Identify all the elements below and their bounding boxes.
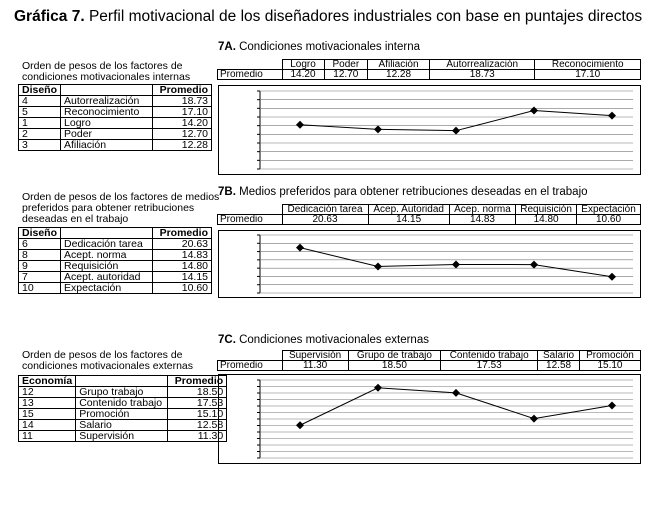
table-row: 2 Poder 12.70: [19, 129, 212, 140]
table-row: 14 Salario 12.58: [19, 420, 227, 431]
table-row: Promedio 14.20 12.70 12.28 18.73 17.10: [218, 70, 641, 80]
data-point: [452, 260, 460, 268]
column-header: Poder: [324, 60, 368, 70]
chart-7c: [218, 374, 641, 464]
section-a-rank-table: [18, 84, 212, 151]
table-header-row: [19, 85, 212, 96]
title-text: Perfil motivacional de los diseñadores industriales con base en puntajes directos: [88, 8, 643, 25]
column-header: [61, 228, 153, 239]
table-row: 7 Acept. autoridad 14.15: [19, 272, 212, 283]
section-c-heading: 7C. Condiciones motivacionales externas: [218, 334, 429, 346]
page-title: [14, 8, 642, 26]
table-row: 3 Afiliación 12.28: [19, 140, 212, 151]
section-b-heading: 7B. Medios preferidos para obtener retribuciones deseadas en el trabajo: [218, 186, 588, 198]
table-row: 13 Contenido trabajo 17.53: [19, 398, 227, 409]
section-a-description: Orden de pesos de los factores de condiciones motivacionales internas: [22, 60, 191, 83]
title-prefix: Gráfica 7.: [14, 8, 85, 25]
data-point: [452, 389, 460, 397]
data-point: [374, 384, 382, 392]
data-point: [374, 125, 382, 133]
column-header: Requisición: [516, 205, 577, 215]
column-header: Autorrealización: [430, 60, 535, 70]
table-row: 4 Autorrealización 18.73: [19, 96, 212, 107]
table-row: Promedio 11.30 18.50 17.53 12.58 15.10: [218, 361, 641, 371]
column-header: Promedio: [153, 228, 212, 239]
table-row: 8 Acept. norma 14.83: [19, 250, 212, 261]
chart-7a: [218, 85, 641, 175]
table-row: Promedio 20.63 14.15 14.83 14.80 10.60: [218, 215, 641, 225]
table-header-row: [19, 376, 227, 387]
data-point: [296, 121, 304, 129]
table-row: 15 Promoción 15.10: [19, 409, 227, 420]
table-row: 12 Grupo trabajo 18.50: [19, 387, 227, 398]
data-point: [530, 261, 538, 269]
column-header: [76, 376, 168, 387]
column-header: Grupo de trabajo: [348, 351, 441, 361]
column-header: Contenido trabajo: [441, 351, 538, 361]
table-header-row: [19, 228, 212, 239]
column-header: Afiliación: [368, 60, 430, 70]
column-header: Acep. Autoridad: [368, 205, 449, 215]
column-header: Supervisión: [282, 351, 348, 361]
data-point: [608, 273, 616, 281]
table-row: 9 Requisición 14.80: [19, 261, 212, 272]
section-b-description: Orden de pesos de los factores de medios preferidos para obtener retribuciones deseadas en el trabajo: [22, 191, 220, 225]
section-c-rank-table: [18, 375, 227, 442]
table-header-row: [218, 351, 641, 361]
column-header: Dedicación tarea: [282, 205, 368, 215]
column-header: Salario: [538, 351, 580, 361]
data-point: [608, 401, 616, 409]
column-header: Economía: [19, 376, 76, 387]
table-row: 11 Supervisión 11.30: [19, 431, 227, 442]
table-row: 10 Expectación 10.60: [19, 283, 212, 294]
data-point: [296, 244, 304, 252]
table-header-row: [218, 60, 641, 70]
data-point: [608, 112, 616, 120]
section-c-average-table: [217, 350, 641, 371]
column-header: Reconocimiento: [535, 60, 641, 70]
table-header-row: [218, 205, 641, 215]
chart-frame: [219, 231, 641, 298]
column-header: Promedio: [168, 376, 227, 387]
table-row: 1 Logro 14.20: [19, 118, 212, 129]
column-header: Logro: [282, 60, 324, 70]
column-header: Acep. norma: [449, 205, 515, 215]
data-point: [530, 107, 538, 115]
column-header: Promoción: [579, 351, 640, 361]
column-header: Diseño: [19, 85, 61, 96]
data-point: [452, 127, 460, 135]
section-c-description: Orden de pesos de los factores de condiciones motivacionales externas: [22, 349, 194, 372]
data-point: [374, 262, 382, 270]
section-b-rank-table: [18, 227, 212, 294]
section-a-heading: 7A. Condiciones motivacionales interna: [218, 41, 421, 53]
column-header: Expectación: [577, 205, 641, 215]
data-point: [296, 421, 304, 429]
section-a-average-table: [217, 59, 641, 80]
table-row: 5 Reconocimiento 17.10: [19, 107, 212, 118]
table-row: 6 Dedicación tarea 20.63: [19, 239, 212, 250]
column-header: [61, 85, 153, 96]
section-b-average-table: [217, 204, 641, 225]
data-point: [530, 415, 538, 423]
column-header: Promedio: [153, 85, 212, 96]
chart-7b: [218, 230, 641, 298]
column-header: Diseño: [19, 228, 61, 239]
